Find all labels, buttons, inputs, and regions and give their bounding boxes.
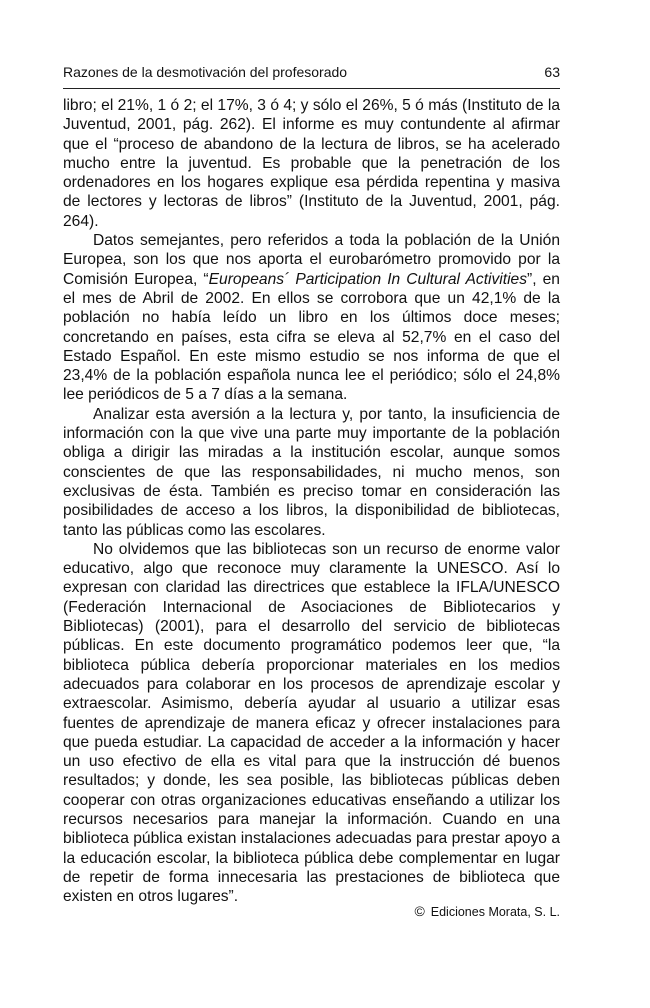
paragraph-2 [63,231,560,405]
paragraph-4: No olvidemos que las bibliotecas son un recurso de enorme valor educativo, algo que reconoce muy claramente la UNESCO. Así lo expresan con claridad las directrices que establece la IFLA/UNESCO (Federación Internacional de Asociaciones de Bibliotecarios y Bibliotecas) (2001), para el desarrollo del servicio de bibliotecas públicas. En este documento programático podemos leer que, “la biblioteca pública debería proporcionar materiales en los medios adecuados para colaborar en los procesos de aprendizaje escolar y extraescolar. Asimismo, debería ayudar al usuario a utilizar esas fuentes de aprendizaje de manera eficaz y ofrecer instalaciones para que pueda estudiar. La capacidad de acceder a la información y hacer un uso efectivo de ella es vital para que la instrucción dé buenos resultados; y donde, les sea posible, las bibliotecas públicas deben cooperar con otras organizaciones educativas enseñando a utilizar los recursos necesarios para manejar la información. Cuando en una biblioteca pública existan instalaciones adecuadas para prestar apoyo a la educación escolar, la biblioteca pública debe complementar en lugar de repetir de forma innecesaria las prestaciones de biblioteca que existen en otros lugares”. [63,540,560,906]
body-text [63,96,560,906]
footer-credit [414,902,560,921]
header-rule [63,88,560,89]
publisher-name: Ediciones Morata, S. L. [430,905,560,919]
report-title: Europeans´ Participation In Cultural Activities [208,270,528,288]
paragraph-2-end: ”, en el mes de Abril de 2002. En ellos se corrobora que un 42,1% de la población no había leído un libro en los últimos doce meses; concretando en países, esta cifra se eleva al 52,7% en el caso del Estado Español. En este mismo estudio se nos informa de que el 23,4% de la población española nunca lee el periódico; sólo el 24,8% lee periódicos de 5 a 7 días a la semana. [63,270,560,404]
paragraph-2-start: Datos semejantes, pero referidos a toda la población de la Unión Europea, son los que nos aporta el eurobarómetro promovido por la Comisión Europea, “ [63,232,560,288]
paragraph-3: Analizar esta aversión a la lectura y, por tanto, la insuficiencia de información con la que vive una parte muy importante de la población obliga a dirigir las miradas a la institución escolar, aunque somos conscientes de que las responsabilidades, ni mucho menos, son exclusivas de ésta. También es preciso tomar en consideración las posibilidades de acceso a los libros, la disponibilidad de bibliotecas, tanto las públicas como las escolares. [63,405,560,539]
running-title: Razones de la desmotivación del profesorado [63,64,348,80]
page-number: 63 [544,64,560,80]
copyright-icon: © [414,903,425,919]
paragraph-1: libro; el 21%, 1 ó 2; el 17%, 3 ó 4; y sólo el 26%, 5 ó más (Instituto de la Juventud, 2001, pág. 262). El informe es muy contundente al afirmar que el “proceso de abandono de la lectura de libros, se ha acelerado mucho entre la juventud. Es probable que la penetración de los ordenadores en los hogares explique esa pérdida repentina y masiva de lectores y lectoras de libros” (Instituto de la Juventud, 2001, pág. 264). [63,97,560,230]
